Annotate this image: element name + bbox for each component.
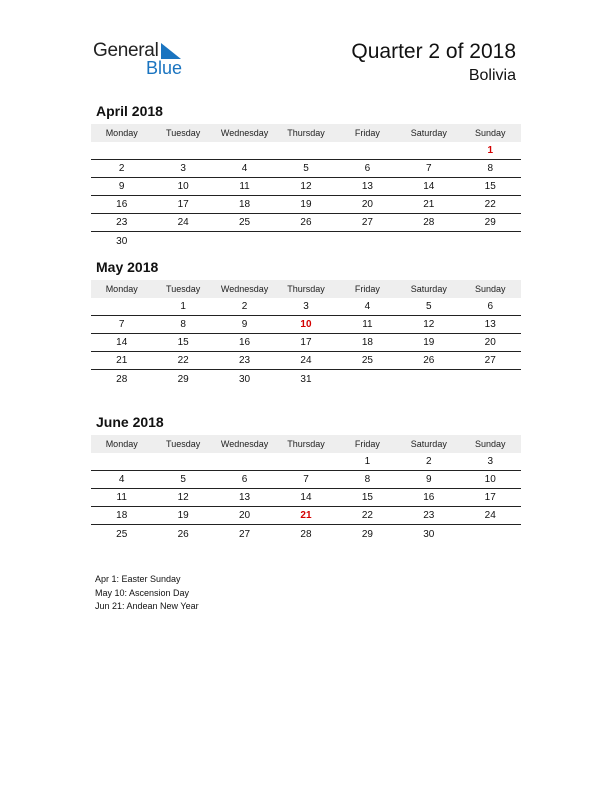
week-row	[91, 352, 521, 370]
day-cell: 10	[177, 181, 189, 192]
month-block-april	[91, 103, 521, 250]
day-cell: 7	[118, 319, 125, 330]
day-cell: 30	[238, 373, 251, 385]
weekday-label: Monday	[105, 284, 138, 294]
day-cell: 5	[426, 301, 432, 312]
month-grid	[91, 142, 521, 250]
weekday-label: Monday	[105, 128, 138, 138]
day-cell: 23	[116, 217, 128, 228]
day-cell: 12	[177, 492, 189, 503]
day-cell: 3	[180, 163, 186, 174]
holiday-note: May 10: Ascension Day	[95, 587, 190, 598]
day-cell: 19	[423, 337, 435, 348]
day-cell: 25	[361, 355, 373, 366]
day-cell: 12	[423, 319, 435, 330]
day-cell: 22	[177, 355, 189, 366]
weekday-label: Wednesday	[220, 439, 269, 449]
weekday-label: Friday	[354, 439, 380, 449]
week-row	[91, 298, 521, 316]
day-cell: 13	[238, 492, 251, 503]
month-title: April 2018	[96, 103, 163, 119]
week-row	[91, 316, 521, 334]
day-cell: 17	[177, 199, 189, 210]
weekday-label: Sunday	[474, 128, 506, 138]
logo-text-general: General	[93, 40, 159, 61]
day-cell: 22	[361, 510, 373, 521]
day-cell: 6	[364, 163, 371, 174]
day-cell: 26	[423, 355, 435, 366]
day-cell: 6	[487, 301, 494, 312]
day-cell: 20	[484, 337, 496, 348]
week-row	[91, 471, 521, 489]
week-row	[91, 142, 521, 160]
day-cell: 10	[300, 319, 312, 330]
weekday-label: Tuesday	[166, 439, 201, 449]
day-cell: 24	[177, 217, 189, 228]
day-cell: 30	[423, 528, 435, 540]
day-cell: 15	[361, 492, 373, 503]
day-cell: 30	[116, 235, 128, 247]
day-cell: 17	[300, 337, 312, 348]
day-cell: 16	[423, 492, 435, 503]
day-cell: 28	[116, 373, 128, 385]
day-cell: 3	[303, 301, 309, 312]
day-cell: 18	[361, 337, 373, 348]
weekday-header	[91, 435, 521, 453]
day-cell: 27	[484, 355, 496, 366]
day-cell: 28	[423, 217, 435, 228]
country-name: Bolivia	[468, 67, 516, 84]
day-cell: 2	[118, 163, 125, 174]
day-cell: 7	[303, 474, 309, 485]
week-row	[91, 178, 521, 196]
weekday-label: Wednesday	[220, 128, 269, 138]
day-cell: 11	[239, 181, 250, 192]
day-cell: 29	[361, 528, 373, 540]
weekday-label: Friday	[354, 128, 380, 138]
day-cell: 8	[180, 319, 186, 330]
weekday-label: Monday	[105, 439, 138, 449]
weekday-label: Sunday	[474, 439, 506, 449]
weekday-label: Sunday	[474, 284, 506, 294]
day-cell: 24	[300, 355, 312, 366]
day-cell: 15	[484, 181, 496, 192]
weekday-label: Saturday	[410, 439, 447, 449]
day-cell: 2	[241, 301, 248, 312]
day-cell: 2	[426, 456, 432, 467]
weekday-label: Thursday	[287, 439, 325, 449]
week-row	[91, 196, 521, 214]
weekday-label: Wednesday	[220, 284, 269, 294]
day-cell: 11	[362, 319, 373, 330]
weekday-header	[91, 280, 521, 298]
day-cell: 29	[484, 217, 496, 228]
logo-text-blue: Blue	[146, 58, 183, 78]
day-cell: 4	[241, 163, 248, 174]
page-title: Quarter 2 of 2018	[351, 40, 516, 63]
day-cell: 17	[484, 492, 496, 503]
day-cell: 9	[241, 319, 248, 330]
day-cell: 28	[300, 528, 312, 540]
day-cell: 1	[364, 456, 371, 467]
day-cell: 26	[300, 217, 312, 228]
day-cell: 15	[177, 337, 189, 348]
day-cell: 25	[116, 528, 128, 540]
day-cell: 27	[361, 217, 373, 228]
day-cell: 7	[426, 163, 432, 174]
weekday-label: Tuesday	[166, 284, 201, 294]
day-cell: 1	[487, 145, 494, 156]
weekday-label: Saturday	[410, 128, 447, 138]
week-row	[91, 507, 521, 525]
week-row	[91, 214, 521, 232]
day-cell: 25	[238, 217, 251, 228]
day-cell: 9	[426, 474, 432, 485]
day-cell: 21	[116, 355, 128, 366]
day-cell: 27	[238, 528, 251, 540]
day-cell: 23	[238, 355, 251, 366]
day-cell: 19	[177, 510, 189, 521]
generalblue-logo	[93, 40, 193, 80]
day-cell: 21	[300, 510, 312, 521]
day-cell: 16	[116, 199, 128, 210]
week-row	[91, 370, 521, 388]
day-cell: 5	[180, 474, 186, 485]
day-cell: 12	[300, 181, 312, 192]
day-cell: 20	[361, 199, 373, 210]
day-cell: 18	[238, 199, 251, 210]
day-cell: 4	[364, 301, 371, 312]
day-cell: 10	[484, 474, 496, 485]
month-grid	[91, 298, 521, 388]
day-cell: 3	[487, 456, 494, 467]
logo-triangle-icon	[161, 43, 183, 59]
week-row	[91, 160, 521, 178]
month-title: June 2018	[96, 414, 164, 430]
day-cell: 1	[180, 301, 186, 312]
weekday-label: Tuesday	[166, 128, 201, 138]
day-cell: 11	[116, 492, 127, 503]
day-cell: 8	[364, 474, 371, 485]
month-title: May 2018	[96, 259, 159, 275]
day-cell: 29	[177, 373, 189, 385]
week-row	[91, 453, 521, 471]
month-grid	[91, 453, 521, 543]
day-cell: 19	[300, 199, 312, 210]
holiday-note: Jun 21: Andean New Year	[95, 601, 199, 611]
month-block-june	[91, 414, 521, 543]
day-cell: 23	[423, 510, 435, 521]
day-cell: 24	[484, 510, 496, 521]
week-row	[91, 334, 521, 352]
day-cell: 20	[238, 510, 251, 521]
day-cell: 4	[118, 474, 125, 485]
day-cell: 21	[423, 199, 435, 210]
day-cell: 18	[116, 510, 128, 521]
day-cell: 31	[300, 373, 312, 385]
day-cell: 16	[238, 337, 251, 348]
weekday-label: Friday	[354, 284, 380, 294]
holiday-notes	[95, 573, 199, 614]
day-cell: 6	[241, 474, 248, 485]
weekday-label: Thursday	[287, 284, 325, 294]
day-cell: 14	[300, 492, 312, 503]
month-block-may	[91, 259, 521, 388]
day-cell: 14	[423, 181, 435, 192]
holiday-note: Apr 1: Easter Sunday	[95, 574, 181, 584]
weekday-label: Thursday	[287, 128, 325, 138]
day-cell: 8	[487, 163, 494, 174]
week-row	[91, 232, 521, 250]
week-row	[91, 489, 521, 507]
day-cell: 9	[118, 181, 125, 192]
day-cell: 5	[303, 163, 309, 174]
day-cell: 22	[484, 199, 496, 210]
day-cell: 14	[116, 337, 128, 348]
weekday-label: Saturday	[410, 284, 447, 294]
weekday-header	[91, 124, 521, 142]
week-row	[91, 525, 521, 543]
day-cell: 13	[361, 181, 373, 192]
day-cell: 13	[484, 319, 496, 330]
day-cell: 26	[177, 528, 189, 540]
